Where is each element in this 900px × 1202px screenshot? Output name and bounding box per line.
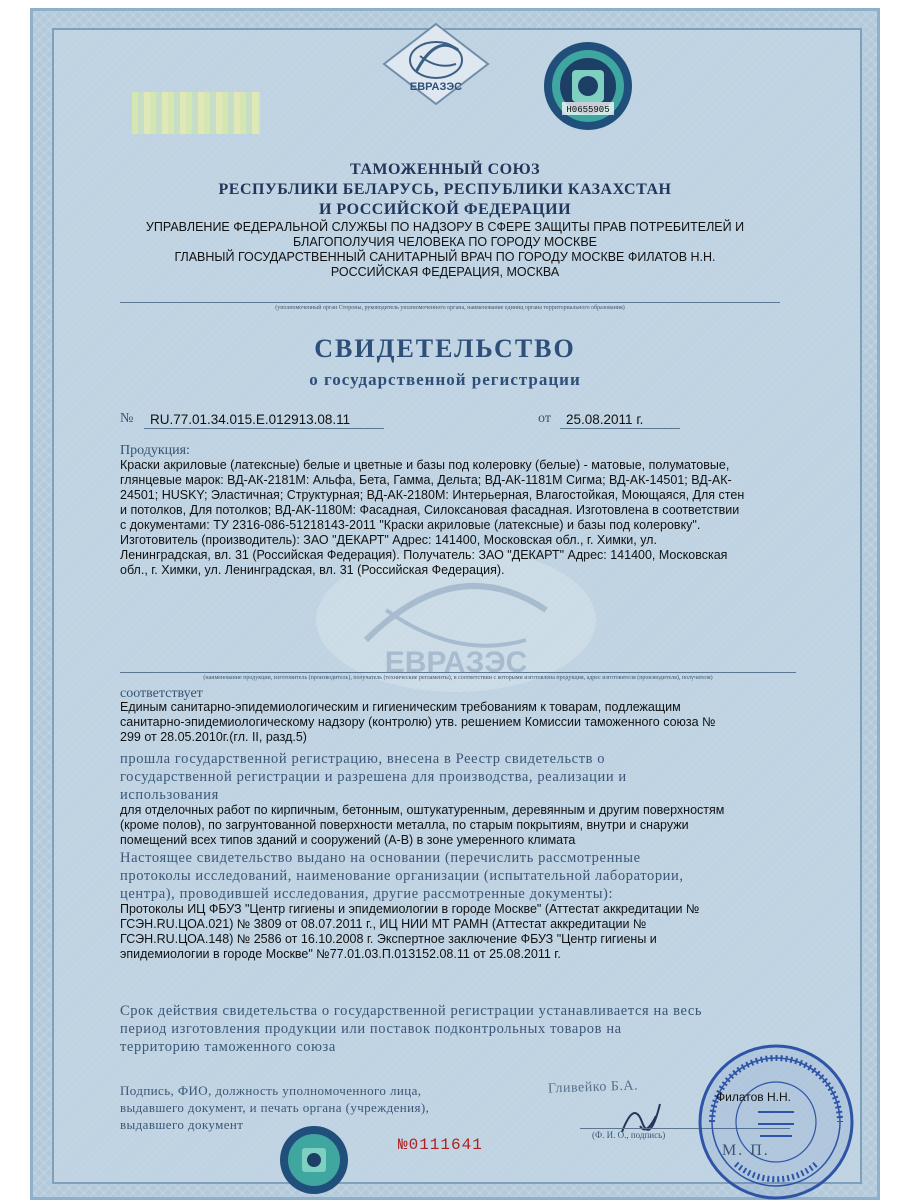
- validity-line-2: период изготовления продукции или поставок подконтрольных товаров на: [120, 1021, 622, 1037]
- authority-line-4: РОССИЙСКАЯ ФЕДЕРАЦИЯ, МОСКВА: [330, 265, 560, 279]
- registration-number: RU.77.01.34.015.E.012913.08.11: [150, 412, 351, 427]
- registration-date: 25.08.2011 г.: [566, 412, 644, 427]
- authority-underline: [120, 302, 780, 303]
- conformity-label: соответствует: [120, 686, 203, 701]
- protocols-line-1: Протоколы ИЦ ФБУЗ "Центр гигиены и эпидемиологии в городе Москве" (Аттестат аккредитации №: [120, 902, 700, 916]
- product-line-7: Ленинградская, вл. 31 (Российская Федерация). Получатель: ЗАО "ДЕКАРТ" Адрес: 141400, Московская: [120, 548, 728, 562]
- validity-line-1: Срок действия свидетельства о государственной регистрации устанавливается на весь: [120, 1003, 703, 1019]
- union-title-line-3: И РОССИЙСКОЙ ФЕДЕРАЦИИ: [318, 201, 572, 218]
- usage-line-2: (кроме полов), по загрунтованной поверхности металла, по старым покрытиям, внутри и снаружи: [120, 818, 689, 832]
- usage-line-3: помещений всех типов зданий и сооружений (А-В) в зоне умеренного климата: [120, 833, 576, 847]
- hologram-seal: [542, 40, 634, 132]
- product-line-4: и потолков, Для потолков; ВД-АК-1180М: Фасадная, Силоксановая фасадная. Изготовлена в соответствии: [120, 503, 740, 517]
- number-underline: [144, 428, 384, 429]
- union-title-line-1: ТАМОЖЕННЫЙ СОЮЗ: [349, 161, 541, 178]
- registry-line-3: использования: [120, 787, 219, 803]
- union-title-line-2: РЕСПУБЛИКИ БЕЛАРУСЬ, РЕСПУБЛИКИ КАЗАХСТАН: [218, 181, 672, 198]
- conformity-line-2: санитарно-эпидемиологическому надзору (контролю) утв. решением Комиссии таможенного союза №: [120, 715, 716, 729]
- product-line-3: 24501; HUSKY; Эластичная; Структурная; ВД-АК-2180М: Интерьерная, Влагостойкая, Моющаяся, Для стен: [120, 488, 745, 502]
- protocols-line-3: ГСЭН.RU.ЦОА.148) № 2586 от 16.10.2008 г. Экспертное заключение ФБУЗ "Центр гигиены и: [120, 932, 657, 946]
- authority-caption: (уполномоченный орган Стороны, руководитель уполномоченного органа, наименование единиц органа территориального образования): [275, 305, 625, 311]
- seal-number: H0655905: [566, 105, 610, 115]
- bottom-hologram-seal: [278, 1124, 350, 1196]
- product-label: Продукция:: [120, 443, 190, 458]
- certificate-title: СВИДЕТЕЛЬСТВО: [314, 334, 576, 363]
- signature-caption: (Ф. И. О., подпись): [592, 1130, 666, 1140]
- conformity-line-1: Единым санитарно-эпидемиологическим и гигиеническим требованиям к товарам, подлежащим: [120, 700, 681, 714]
- basis-line-2: протоколы исследований, наименование организации (испытательной лаборатории,: [120, 868, 684, 884]
- protocols-line-4: эпидемиологии в городе Москве" №77.01.03.П.013152.08.11 от 25.08.2011 г.: [120, 947, 561, 961]
- product-line-8: обл., г. Химки, ул. Ленинградская, вл. 31 (Российская Федерация).: [120, 563, 505, 577]
- product-line-6: Изготовитель (производитель): ЗАО "ДЕКАРТ" Адрес: 141400, Московская обл., г. Химки, ул.: [120, 533, 657, 547]
- registry-line-1: прошла государственной регистрацию, внесена в Реестр свидетельств о: [120, 751, 606, 767]
- seal-place-mark: М. П.: [722, 1142, 770, 1159]
- protocols-line-2: ГСЭН.RU.ЦОА.021) № 3809 от 08.07.2011 г., ИЦ НИИ МТ РАМН (Аттестат аккредитации №: [120, 917, 647, 931]
- basis-line-1: Настоящее свидетельство выдано на основании (перечислить рассмотренные: [120, 850, 641, 866]
- watermark-text: ЕВРАЗЭС: [384, 646, 528, 679]
- date-underline: [560, 428, 680, 429]
- number-label: №: [120, 411, 134, 426]
- product-line-1: Краски акриловые (латексные) белые и цветные и базы под колеровку (белые) - матовые, полуматовые,: [120, 458, 730, 472]
- product-line-5: с документами: ТУ 2316-086-51218143-2011 "Краски акриловые (латексные) и базы под колеровку".: [120, 518, 701, 532]
- signature-label-3: выдавшего документ: [120, 1117, 244, 1132]
- basis-line-3: центра), проводившей исследования, другие рассмотренные документы):: [120, 886, 614, 902]
- usage-line-1: для отделочных работ по кирпичным, бетонным, оштукатуренным, деревянным и другим поверхностям: [120, 803, 725, 817]
- date-label: от: [538, 411, 551, 426]
- certificate-subtitle: о государственной регистрации: [309, 370, 581, 389]
- authority-line-2: БЛАГОПОЛУЧИЯ ЧЕЛОВЕКА ПО ГОРОДУ МОСКВЕ: [292, 235, 598, 249]
- facsimile-name: Гливейко Б.А.: [547, 1078, 639, 1097]
- signature-label-2: выдавшего документ, и печать органа (учреждения),: [120, 1100, 430, 1115]
- validity-line-3: территорию таможенного союза: [120, 1039, 336, 1055]
- conformity-line-3: 299 от 28.05.2010г.(гл. II, разд.5): [120, 730, 307, 744]
- authority-line-3: ГЛАВНЫЙ ГОСУДАРСТВЕННЫЙ САНИТАРНЫЙ ВРАЧ ПО ГОРОДУ МОСКВЕ ФИЛАТОВ Н.Н.: [174, 250, 716, 264]
- official-stamp: [696, 1042, 856, 1202]
- signature-label-1: Подпись, ФИО, должность уполномоченного лица,: [120, 1083, 422, 1098]
- registry-line-2: государственной регистрации и разрешена для производства, реализации и: [120, 769, 627, 785]
- product-line-2: глянцевые марок: ВД-АК-2181М: Альфа, Бета, Гамма, Дельта; ВД-АК-1181М Сигма; ВД-АК-14501; ВД-АК-: [120, 473, 732, 487]
- eurasec-logo: [376, 20, 496, 110]
- eurasec-logo-text: ЕВРАЗЭС: [409, 81, 463, 93]
- authority-line-1: УПРАВЛЕНИЕ ФЕДЕРАЛЬНОЙ СЛУЖБЫ ПО НАДЗОРУ В СФЕРЕ ЗАЩИТЫ ПРАВ ПОТРЕБИТЕЛЕЙ И: [145, 220, 745, 234]
- hologram-strip: [132, 92, 260, 134]
- signatory-name: Филатов Н.Н.: [716, 1090, 791, 1104]
- product-underline: [120, 672, 796, 673]
- product-caption: (наименование продукции, изготовитель (производитель), получатель (технические регламенты), в соответствии с которыми изготовлена продукция, адрес изготовителя (производителя), получателя): [203, 675, 713, 681]
- form-serial-number: №0111641: [398, 1136, 483, 1154]
